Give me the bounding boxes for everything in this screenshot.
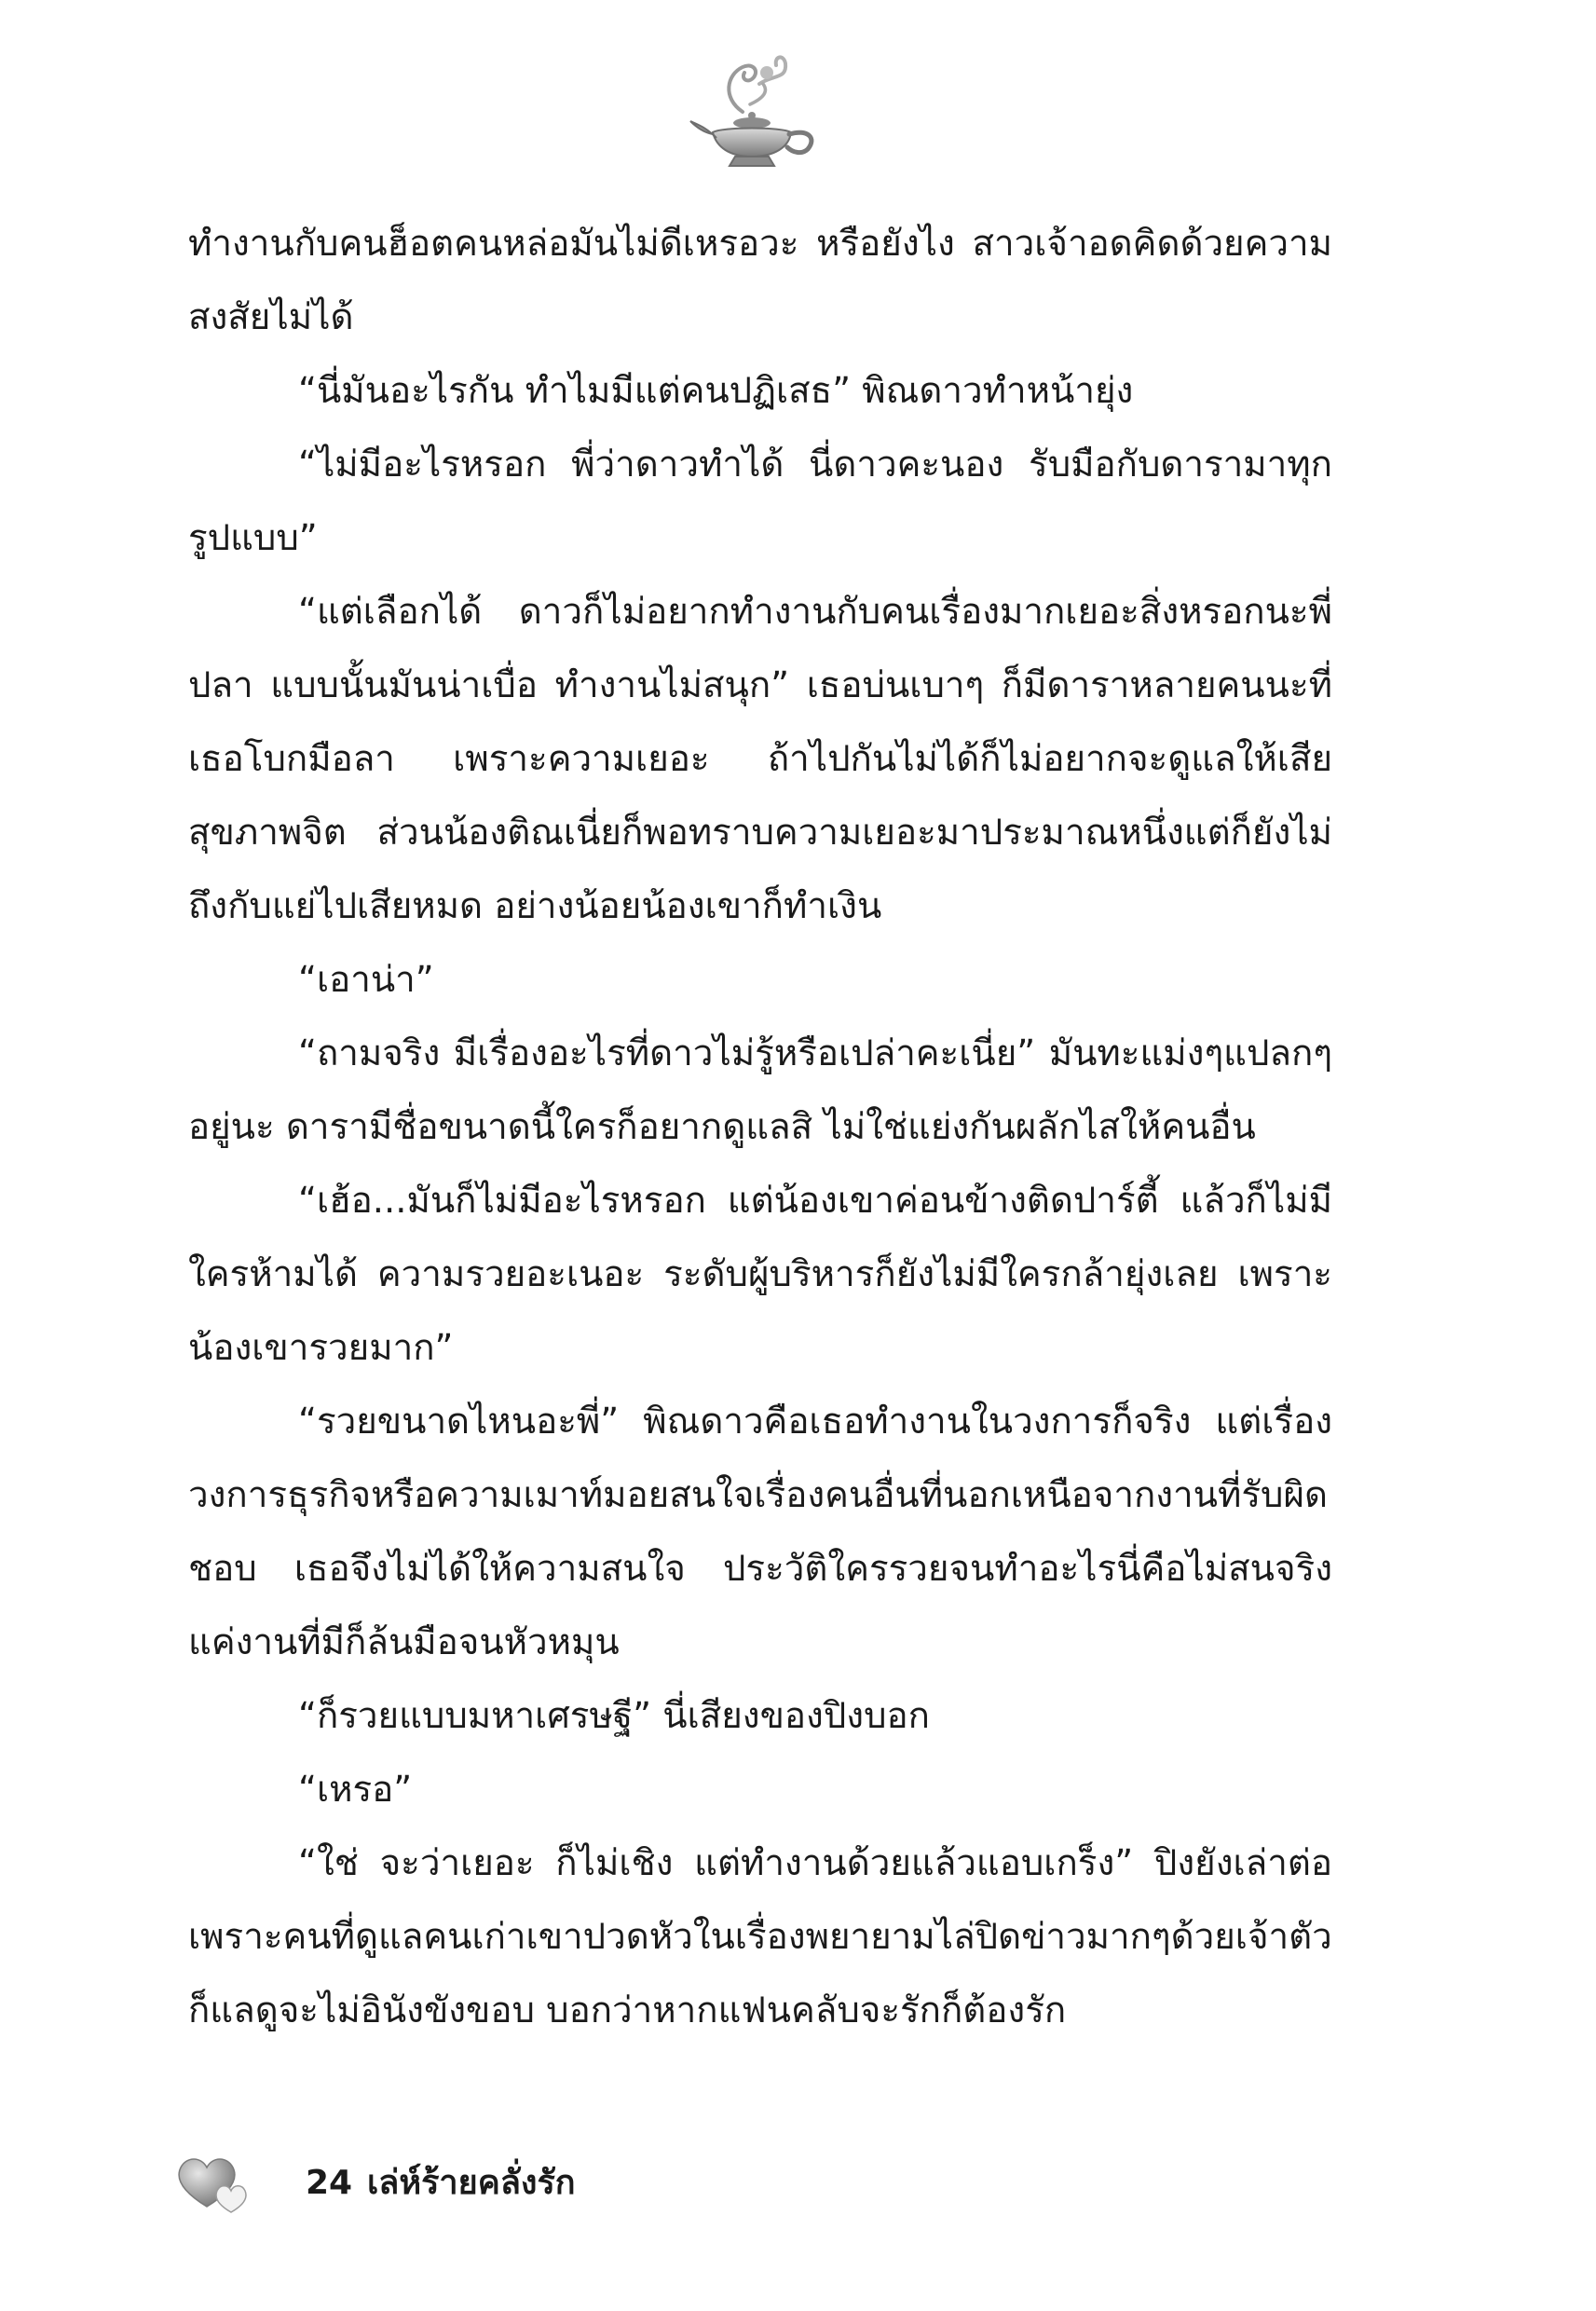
paragraph: “ไม่มีอะไรหรอก พี่ว่าดาวทำได้ นี่ดาวคะนอง รับมือกับดารามาทุกรูปแบบ” (188, 444, 1332, 559)
paragraph: ทำงานกับคนฮ็อตคนหล่อมันไม่ดีเหรอวะ หรือยังไง สาวเจ้าอดคิดด้วยความสงสัยไม่ได้ (188, 223, 1332, 338)
paragraph: “ใช่ จะว่าเยอะ ก็ไม่เชิง แต่ทำงานด้วยแล้วแอบเกร็ง” ปิงยังเล่าต่อ เพราะคนที่ดูแลคนเก่าเขาปวดหัวในเรื่องพยายามไล่ปิดข่าวมากๆด้วยเจ้าตัวก็แลดูจะไม่อินังขังขอบ บอกว่าหากแฟนคลับจะรักก็ต้องรัก (188, 1842, 1332, 2031)
paragraph: “รวยขนาดไหนอะพี่” พิณดาวคือเธอทำงานในวงการก็จริง แต่เรื่องวงการธุรกิจหรือความเมาท์มอยสนใจเรื่องคนอื่นที่นอกเหนือจากงานที่รับผิดชอบ เธอจึงไม่ได้ให้ความสนใจ ประวัติใครรวยจนทำอะไรนี่คือไม่สนจริง แค่งานที่มีก็ล้นมือจนหัวหมุน (188, 1401, 1332, 1663)
book-title: เล่ห์ร้ายคลั่งรัก (367, 2164, 576, 2202)
paragraph: “ก็รวยแบบมหาเศรษฐี” นี่เสียงของปิงบอก (298, 1695, 930, 1737)
two-hearts-icon (173, 2151, 257, 2216)
genie-lamp-icon (685, 47, 825, 172)
paragraph: “นี่มันอะไรกัน ทำไมมีแต่คนปฏิเสธ” พิณดาวทำหน้ายุ่ง (298, 370, 1134, 412)
body-text (188, 207, 1332, 2047)
paragraph: “เอาน่า” (298, 959, 434, 1001)
page-footer (173, 2151, 1012, 2216)
paragraph: “เหรอ” (298, 1769, 413, 1811)
paragraph: “แต่เลือกได้ ดาวก็ไม่อยากทำงานกับคนเรื่องมากเยอะสิ่งหรอกนะพี่ปลา แบบนั้นมันน่าเบื่อ ทำงานไม่สนุก” เธอบ่นเบาๆ ก็มีดาราหลายคนนะที่เธอโบกมือลา เพราะความเยอะ ถ้าไปกันไม่ได้ก็ไม่อยากจะดูแลให้เสียสุขภาพจิต ส่วนน้องติณเนี่ยก็พอทราบความเยอะมาประมาณหนึ่งแต่ก็ยังไม่ถึงกับแย่ไปเสียหมด อย่างน้อยน้องเขาก็ทำเงิน (188, 591, 1332, 927)
page-number: 24 (306, 2164, 353, 2202)
paragraph: “เฮ้อ...มันก็ไม่มีอะไรหรอก แต่น้องเขาค่อนข้างติดปาร์ตี้ แล้วก็ไม่มีใครห้ามได้ ความรวยอะเนอะ ระดับผู้บริหารก็ยังไม่มีใครกล้ายุ่งเลย เพราะน้องเขารวยมาก” (188, 1180, 1332, 1369)
paragraph: “ถามจริง มีเรื่องอะไรที่ดาวไม่รู้หรือเปล่าคะเนี่ย” มันทะแม่งๆแปลกๆ อยู่นะ ดารามีชื่อขนาดนี้ใครก็อยากดูแลสิ ไม่ใช่แย่งกันผลักไสให้คนอื่น (188, 1032, 1332, 1148)
